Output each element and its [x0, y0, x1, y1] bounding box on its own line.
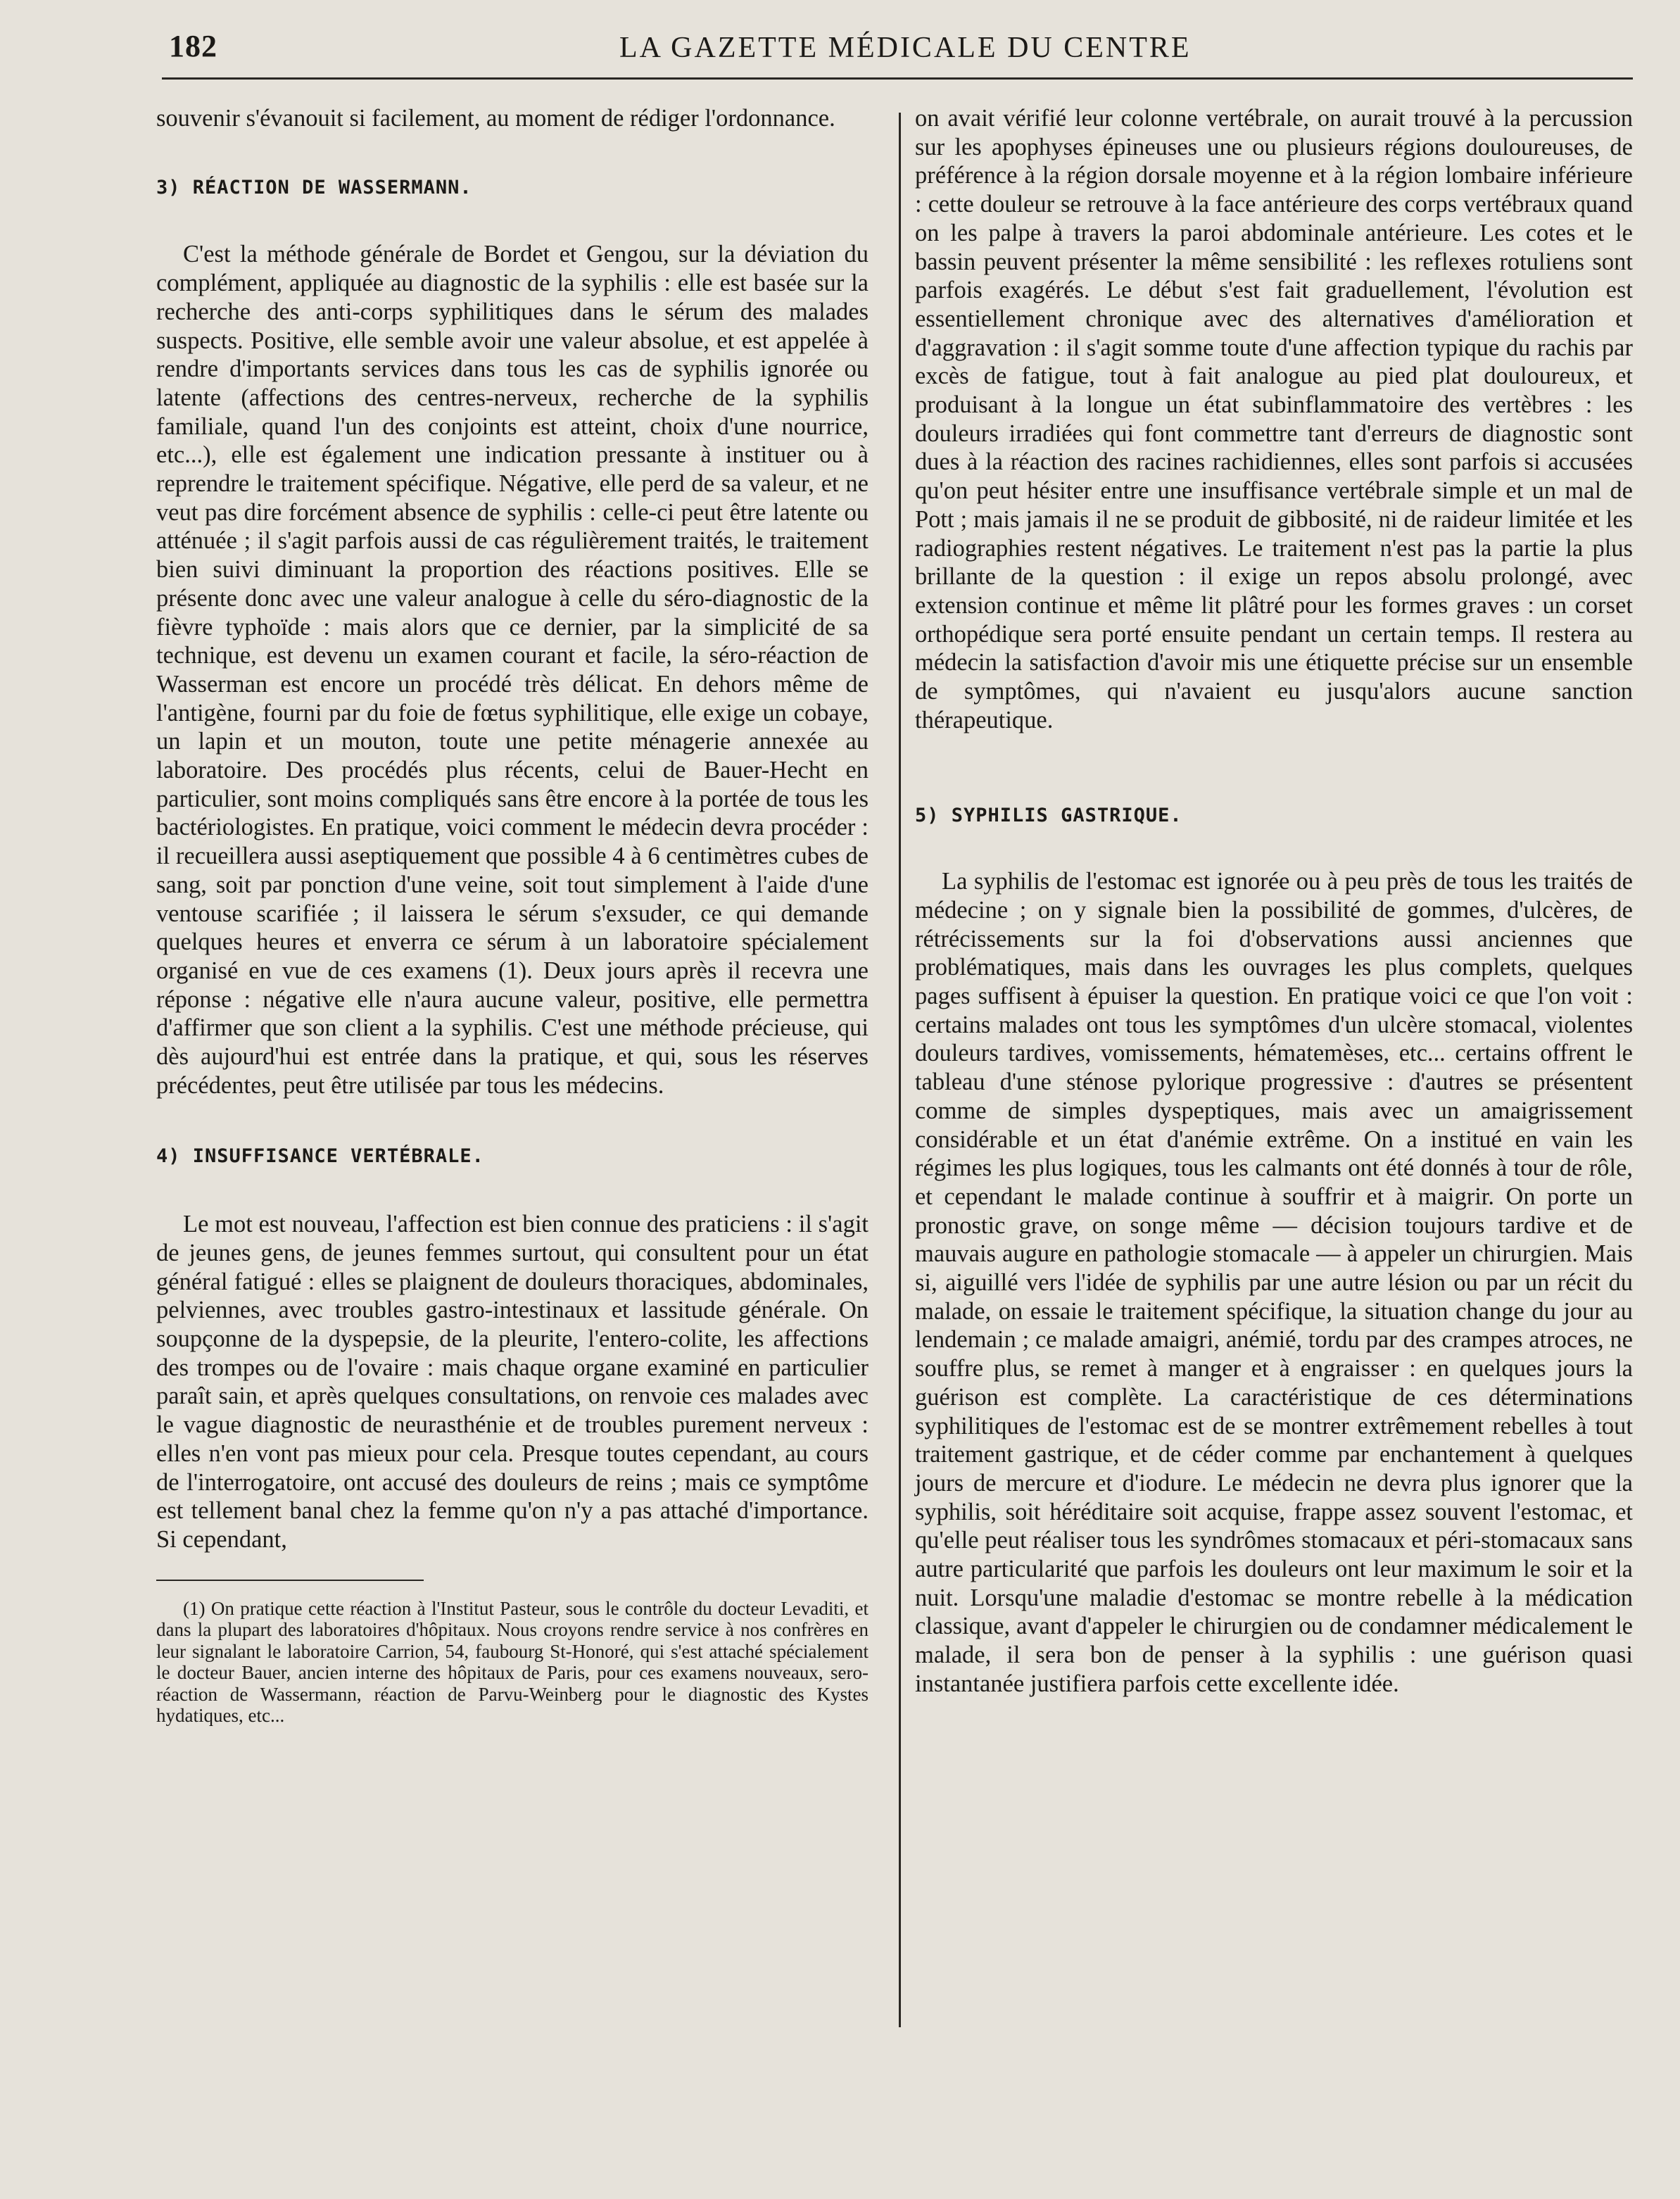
section-heading-syphilis-gastrique: 5) SYPHILIS GASTRIQUE. [915, 805, 1182, 827]
column-divider [899, 113, 901, 2027]
insuffisance-vertebrale-paragraph: Le mot est nouveau, l'affection est bien connue des praticiens : il s'agit de jeunes gens, de jeunes femmes surtout, qui consultent pour un état général fatigué : elles se plaignent de douleurs thoraciques, abdominales, pelviennes, avec troubles gastro-intestinaux et lassitude générale. On soupçonne de la dyspepsie, de la pleurite, l'entero-colite, les affections des trompes ou de l'ovaire : mais chaque organe examiné en particulier paraît sain, et après quelques consultations, on renvoie ces malades avec le vague diagnostic de neurasthénie et de troubles purement nerveux : elles n'en vont pas mieux pour cela. Presque toutes cependant, au cours de l'interrogatoire, ont accusé des douleurs de reins ; mais ce symptôme est tellement banal chez la femme qu'on n'y a pas attaché d'importance. Si cependant, [156, 1211, 869, 1553]
right-column [915, 104, 1633, 1699]
wassermann-paragraph: C'est la méthode générale de Bordet et Gengou, sur la déviation du complément, appliquée au diagnostic de la syphilis : elle est basée sur la recherche des anti-corps syphilitiques dans le sérum des malades suspects. Positive, elle semble avoir une valeur absolue, et est appelée à rendre d'importants services dans tous les cas de syphilis ignorée ou latente (affections des centres-nerveux, recherche de la syphilis familiale, quand l'un des conjoints est atteint, choix d'une nourrice, etc...), elle est également une indication pressante à instituer ou à reprendre le traitement spécifique. Négative, elle perd de sa valeur, et ne veut pas dire forcément absence de syphilis : celle-ci peut être latente ou atténuée ; il s'agit parfois aussi de cas régulièrement traités, le traitement bien suivi diminuant la proportion des réactions positives. Elle se présente donc avec une valeur analogue à celle du séro-diagnostic de la fièvre typhoïde : mais alors que ce dernier, par la simplicité de sa technique, est devenu un examen courant et facile, la séro-réaction de Wasserman est encore un procédé très délicat. En dehors même de l'antigène, fourni par du foie de fœtus syphilitique, elle exige un cobaye, un lapin et un mouton, toute une petite ménagerie annexée au laboratoire. Des procédés plus récents, celui de Bauer-Hecht en particulier, sont moins compliqués sans être encore à la portée de tous les bactériologistes. En pratique, voici comment le médecin devra procéder : il recueillera aussi aseptiquement que possible 4 à 6 centimètres cubes de sang, soit par ponction d'une veine, soit tout simplement à l'aide d'une ventouse scarifiée ; il laissera le sérum s'exsuder, ce qui demande quelques heures et enverra ce sérum à un laboratoire spécialement organisé en vue de ces examens (1). Deux jours après il recevra une réponse : négative elle n'aura aucune valeur, positive, elle permettra d'affirmer que son client a la syphilis. C'est une méthode précieuse, qui dès aujourd'hui est entrée dans la pratique, et qui, sous les réserves précédentes, peut être utilisée par tous les médecins. [156, 241, 869, 1099]
section-heading-insuffisance-vertebrale: 4) INSUFFISANCE VERTÉBRALE. [156, 1145, 484, 1167]
section-heading-wassermann: 3) RÉACTION DE WASSERMANN. [156, 176, 472, 199]
header-rule [162, 77, 1633, 80]
intro-paragraph: souvenir s'évanouit si facilement, au moment de rédiger l'ordonnance. [156, 105, 835, 132]
page-number: 182 [169, 29, 217, 63]
running-title: LA GAZETTE MÉDICALE DU CENTRE [619, 32, 1192, 64]
page-header [169, 28, 1633, 70]
footnote: (1) On pratique cette réaction à l'Institut Pasteur, sous le contrôle du docteur Levaditi, et dans la plupart des laboratoires d'hôpitaux. Nous croyons rendre service à nos confrères en leur signalant le laboratoire Carrion, 54, faubourg St-Honoré, qui s'est attaché spécialement le docteur Bauer, ancien interne des hôpitaux de Paris, pour ces examens nouveaux, sero-réaction de Wassermann, réaction de Parvu-Weinberg pour le diagnostic des Kystes hydatiques, etc... [156, 1597, 869, 1727]
left-column [156, 104, 869, 1727]
insuffisance-vertebrale-continued: on avait vérifié leur colonne vertébrale, on aurait trouvé à la percussion sur les apophyses épineuses une ou plusieurs régions douloureuses, de préférence à la région dorsale moyenne et à la région lombaire inférieure : cette douleur se retrouve à la face antérieure des corps vertébraux quand on les palpe à travers la paroi abdominale antérieure. Les cotes et le bassin peuvent présenter la même sensibilité : les reflexes rotuliens sont parfois exagérés. Le début s'est fait graduellement, l'évolution est essentiellement chronique avec des alternatives d'amélioration et d'aggravation : il s'agit somme toute d'une affection typique du rachis par excès de fatigue, tout à fait analogue au pied plat douloureux, et produisant à la longue un état subinflammatoire des vertèbres : les douleurs irradiées qui font commettre tant d'erreurs de diagnostic sont dues à la réaction des racines rachidiennes, elles sont parfois si accusées qu'on peut hésiter entre une insuffisance vertébrale simple et un mal de Pott ; mais jamais il ne se produit de gibbosité, ni de raideur limitée et les radiographies restent négatives. Le traitement n'est pas la partie la plus brillante de la question : il exige un repos absolu prolongé, avec extension continue et même lit plâtré pour les formes graves : un corset orthopédique sera porté ensuite pendant un certain temps. Il restera au médecin la satisfaction d'avoir mis une étiquette précise sur un ensemble de symptômes, qui n'avaient eu jusqu'alors aucune sanction thérapeutique. [915, 105, 1633, 733]
syphilis-gastrique-paragraph: La syphilis de l'estomac est ignorée ou à peu près de tous les traités de médecine ; on y signale bien la possibilité de gommes, d'ulcères, de rétrécissements sur la foi d'observations aussi anciennes que problématiques, mais dans les ouvrages les plus complets, quelques pages suffisent à épuiser la question. En pratique voici ce que l'on voit : certains malades ont tous les symptômes d'un ulcère stomacal, violentes douleurs tardives, vomissements, hématemèses, etc... certains offrent le tableau d'une sténose pylorique progressive : d'autres se présentent comme de simples dyspeptiques, mais avec un amaigrissement considérable et un état d'anémie extrême. On a institué en vain les régimes les plus logiques, tous les calmants ont été donnés à tour de rôle, et cependant le malade continue à souffrir et à maigrir. On porte un pronostic grave, on songe même — décision toujours tardive et de mauvais augure en pathologie stomacale — à appeler un chirurgien. Mais si, aiguillé vers l'idée de syphilis par une autre lésion ou par un récit du malade, on essaie le traitement spécifique, la situation change du jour au lendemain ; ce malade amaigri, anémié, tordu par des crampes atroces, ne souffre plus, se remet à manger et à engraisser : en quelques jours la guérison est complète. La caractéristique de ces déterminations syphilitiques de l'estomac est de se montrer extrêmement rebelles à tout traitement gastrique, et de céder comme par enchantement à quelques jours de mercure et d'iodure. Le médecin ne devra plus ignorer que la syphilis, soit héréditaire soit acquise, frappe assez souvent l'estomac, et qu'elle peut réaliser tous les syndrômes stomacaux et péri-stomacaux sans autre particularité que parfois les douleurs ont leur maximum le soir et la nuit. Lorsqu'une maladie d'estomac se montre rebelle à la médication classique, avant d'appeler le chirurgien ou de condamner médicalement le malade, il sera bon de penser à la syphilis : une guérison quasi instantanée justifiera parfois cette excellente idée. [915, 868, 1633, 1697]
footnote-rule [156, 1580, 424, 1581]
